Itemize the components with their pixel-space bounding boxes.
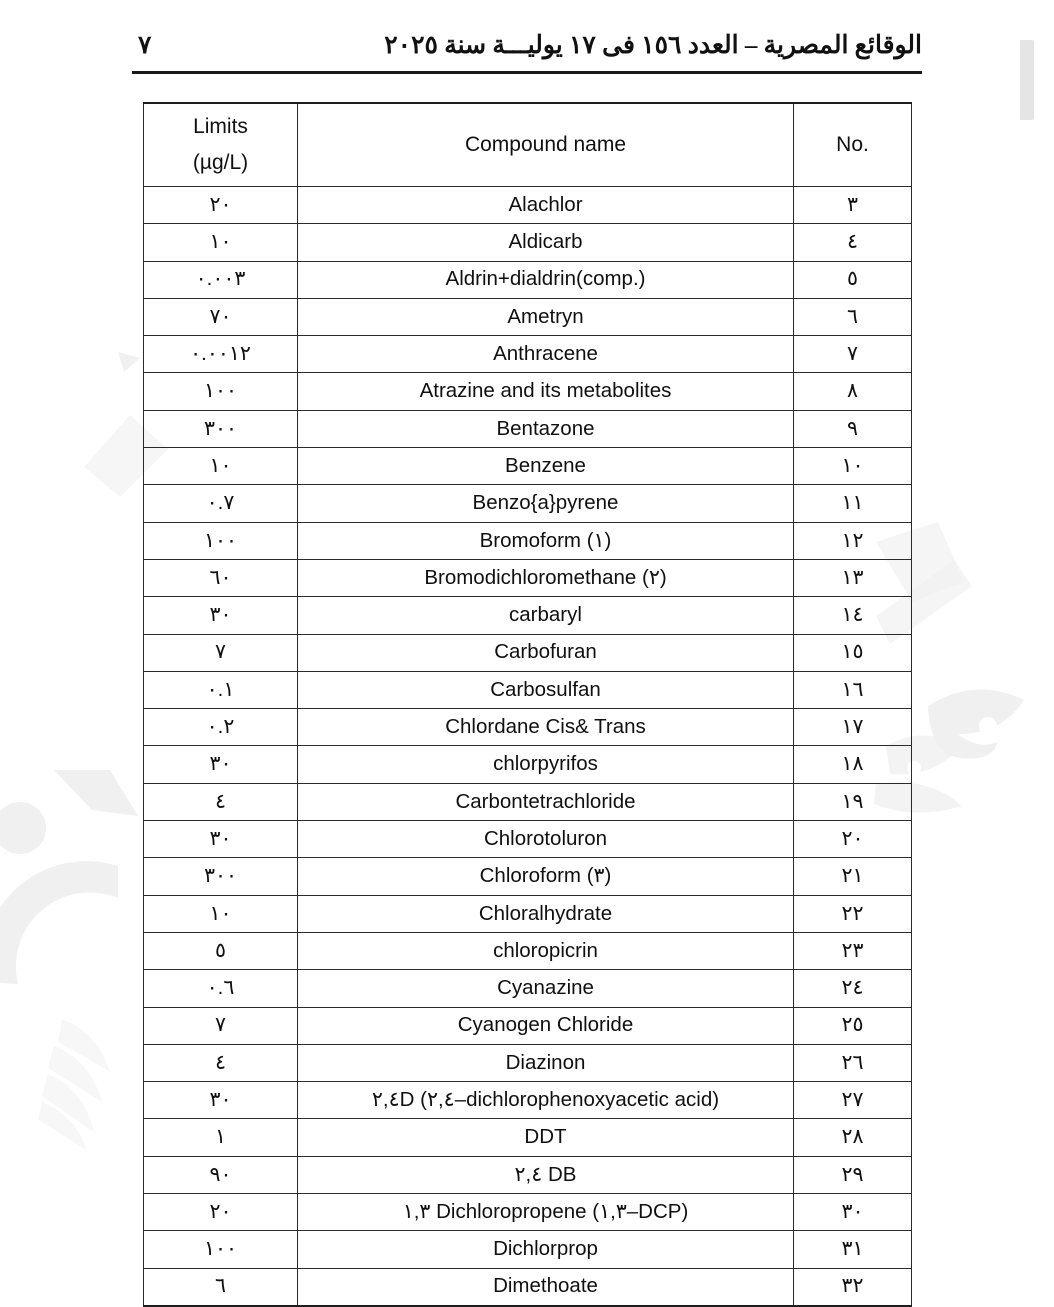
table-row: [144, 1044, 912, 1081]
table-header-row: [144, 103, 912, 187]
table-row: [144, 709, 912, 746]
cell-limit: ١٠٠: [144, 522, 298, 559]
gazette-title: الوقائع المصرية – العدد ١٥٦ فى ١٧ يوليـــة سنة ٢٠٢٥: [384, 32, 922, 60]
cell-limit: ٣٠: [144, 1082, 298, 1119]
cell-limit: ١٠٠: [144, 373, 298, 410]
table-body: [144, 187, 912, 1306]
cell-no: ٣٢: [794, 1268, 912, 1306]
cell-no: ٩: [794, 410, 912, 447]
cell-limit: ٥: [144, 932, 298, 969]
cell-limit: ٠.٧: [144, 485, 298, 522]
table-row: [144, 224, 912, 261]
cell-limit: ٠.١: [144, 671, 298, 708]
table-row: [144, 932, 912, 969]
cell-compound-name: Chlordane Cis& Trans: [298, 709, 794, 746]
cell-compound-name: Atrazine and its metabolites: [298, 373, 794, 410]
cell-compound-name: Benzene: [298, 448, 794, 485]
cell-compound-name: Dimethoate: [298, 1268, 794, 1306]
column-header-limits: [144, 103, 298, 187]
table-row: [144, 783, 912, 820]
scan-artifact-bar: [1020, 40, 1034, 120]
cell-limit: ٠.٠٠٣: [144, 261, 298, 298]
table-row: [144, 671, 912, 708]
cell-compound-name: ٢,٤D (٢,٤–dichlorophenoxyacetic acid): [298, 1082, 794, 1119]
cell-limit: ٠.٢: [144, 709, 298, 746]
cell-no: ٢٩: [794, 1156, 912, 1193]
cell-no: ٣٠: [794, 1194, 912, 1231]
cell-no: ١٩: [794, 783, 912, 820]
table-row: [144, 1119, 912, 1156]
table-row: [144, 1007, 912, 1044]
scan-speck: [118, 352, 144, 378]
cell-compound-name: Aldrin+dialdrin(comp.): [298, 261, 794, 298]
column-header-compound-name: Compound name: [298, 103, 794, 187]
cell-no: ٢٨: [794, 1119, 912, 1156]
cell-no: ٢٣: [794, 932, 912, 969]
cell-compound-name: Chloralhydrate: [298, 895, 794, 932]
cell-limit: ٦٠: [144, 559, 298, 596]
limits-table-container: [143, 102, 911, 1307]
table-row: [144, 1268, 912, 1306]
table-row: [144, 1231, 912, 1268]
cell-limit: ٢٠: [144, 1194, 298, 1231]
cell-no: ١٠: [794, 448, 912, 485]
cell-limit: ١٠٠: [144, 1231, 298, 1268]
cell-compound-name: chloropicrin: [298, 932, 794, 969]
cell-no: ١٥: [794, 634, 912, 671]
header-divider-rule: [132, 71, 922, 74]
cell-compound-name: DDT: [298, 1119, 794, 1156]
limits-header-label: Limits: [193, 114, 248, 138]
cell-limit: ١٠: [144, 224, 298, 261]
cell-compound-name: Ametryn: [298, 298, 794, 335]
cell-compound-name: Benzo{a}pyrene: [298, 485, 794, 522]
table-row: [144, 485, 912, 522]
cell-no: ٢١: [794, 858, 912, 895]
table-row: [144, 410, 912, 447]
column-header-no: No.: [794, 103, 912, 187]
cell-no: ١٣: [794, 559, 912, 596]
table-row: [144, 970, 912, 1007]
cell-limit: ٤: [144, 783, 298, 820]
cell-no: ٧: [794, 336, 912, 373]
cell-limit: ٩٠: [144, 1156, 298, 1193]
cell-no: ١٤: [794, 597, 912, 634]
cell-limit: ٣٠: [144, 821, 298, 858]
cell-no: ٨: [794, 373, 912, 410]
table-row: [144, 373, 912, 410]
cell-no: ١١: [794, 485, 912, 522]
table-head: [144, 103, 912, 187]
cell-no: ٥: [794, 261, 912, 298]
cell-compound-name: Chloroform (٣): [298, 858, 794, 895]
cell-compound-name: Anthracene: [298, 336, 794, 373]
cell-compound-name: chlorpyrifos: [298, 746, 794, 783]
cell-compound-name: Diazinon: [298, 1044, 794, 1081]
cell-no: ٦: [794, 298, 912, 335]
table-row: [144, 298, 912, 335]
cell-compound-name: Carbofuran: [298, 634, 794, 671]
cell-limit: ٤: [144, 1044, 298, 1081]
cell-limit: ١: [144, 1119, 298, 1156]
cell-no: ٢٦: [794, 1044, 912, 1081]
cell-limit: ٧: [144, 634, 298, 671]
cell-no: ١٢: [794, 522, 912, 559]
cell-limit: ٧: [144, 1007, 298, 1044]
page-header: [132, 0, 922, 61]
cell-no: ٢٢: [794, 895, 912, 932]
cell-compound-name: ١,٣ Dichloropropene (١,٣–DCP): [298, 1194, 794, 1231]
table-row: [144, 448, 912, 485]
table-row: [144, 1082, 912, 1119]
table-row: [144, 746, 912, 783]
cell-limit: ٣٠: [144, 746, 298, 783]
page-number: ٧: [138, 32, 152, 59]
cell-limit: ٠.٦: [144, 970, 298, 1007]
table-row: [144, 895, 912, 932]
cell-compound-name: Bentazone: [298, 410, 794, 447]
cell-limit: ٣٠٠: [144, 410, 298, 447]
cell-compound-name: Cyanogen Chloride: [298, 1007, 794, 1044]
cell-compound-name: ٢,٤ DB: [298, 1156, 794, 1193]
cell-no: ٤: [794, 224, 912, 261]
cell-limit: ٢٠: [144, 187, 298, 224]
cell-no: ٢٤: [794, 970, 912, 1007]
cell-limit: ٣٠٠: [144, 858, 298, 895]
table-row: [144, 634, 912, 671]
cell-no: ٢٥: [794, 1007, 912, 1044]
limits-header-unit: (µg/L): [192, 151, 249, 174]
cell-no: ١٦: [794, 671, 912, 708]
cell-limit: ١٠: [144, 895, 298, 932]
cell-no: ٣١: [794, 1231, 912, 1268]
cell-no: ١٨: [794, 746, 912, 783]
cell-no: ٢٠: [794, 821, 912, 858]
cell-limit: ٧٠: [144, 298, 298, 335]
cell-limit: ١٠: [144, 448, 298, 485]
cell-no: ٢٧: [794, 1082, 912, 1119]
cell-no: ١٧: [794, 709, 912, 746]
table-row: [144, 1194, 912, 1231]
table-row: [144, 559, 912, 596]
cell-compound-name: Dichlorprop: [298, 1231, 794, 1268]
cell-no: ٣: [794, 187, 912, 224]
cell-compound-name: Aldicarb: [298, 224, 794, 261]
table-row: [144, 821, 912, 858]
table-row: [144, 522, 912, 559]
table-row: [144, 858, 912, 895]
cell-compound-name: Carbosulfan: [298, 671, 794, 708]
cell-compound-name: Bromoform (١): [298, 522, 794, 559]
cell-compound-name: Alachlor: [298, 187, 794, 224]
cell-compound-name: Carbontetrachloride: [298, 783, 794, 820]
table-row: [144, 261, 912, 298]
cell-compound-name: Chlorotoluron: [298, 821, 794, 858]
table-row: [144, 1156, 912, 1193]
cell-compound-name: Bromodichloromethane (٢): [298, 559, 794, 596]
cell-compound-name: carbaryl: [298, 597, 794, 634]
cell-limit: ٣٠: [144, 597, 298, 634]
contaminant-limits-table: [143, 102, 912, 1307]
table-row: [144, 336, 912, 373]
cell-compound-name: Cyanazine: [298, 970, 794, 1007]
cell-limit: ٠.٠٠١٢: [144, 336, 298, 373]
cell-limit: ٦: [144, 1268, 298, 1306]
table-row: [144, 187, 912, 224]
table-row: [144, 597, 912, 634]
